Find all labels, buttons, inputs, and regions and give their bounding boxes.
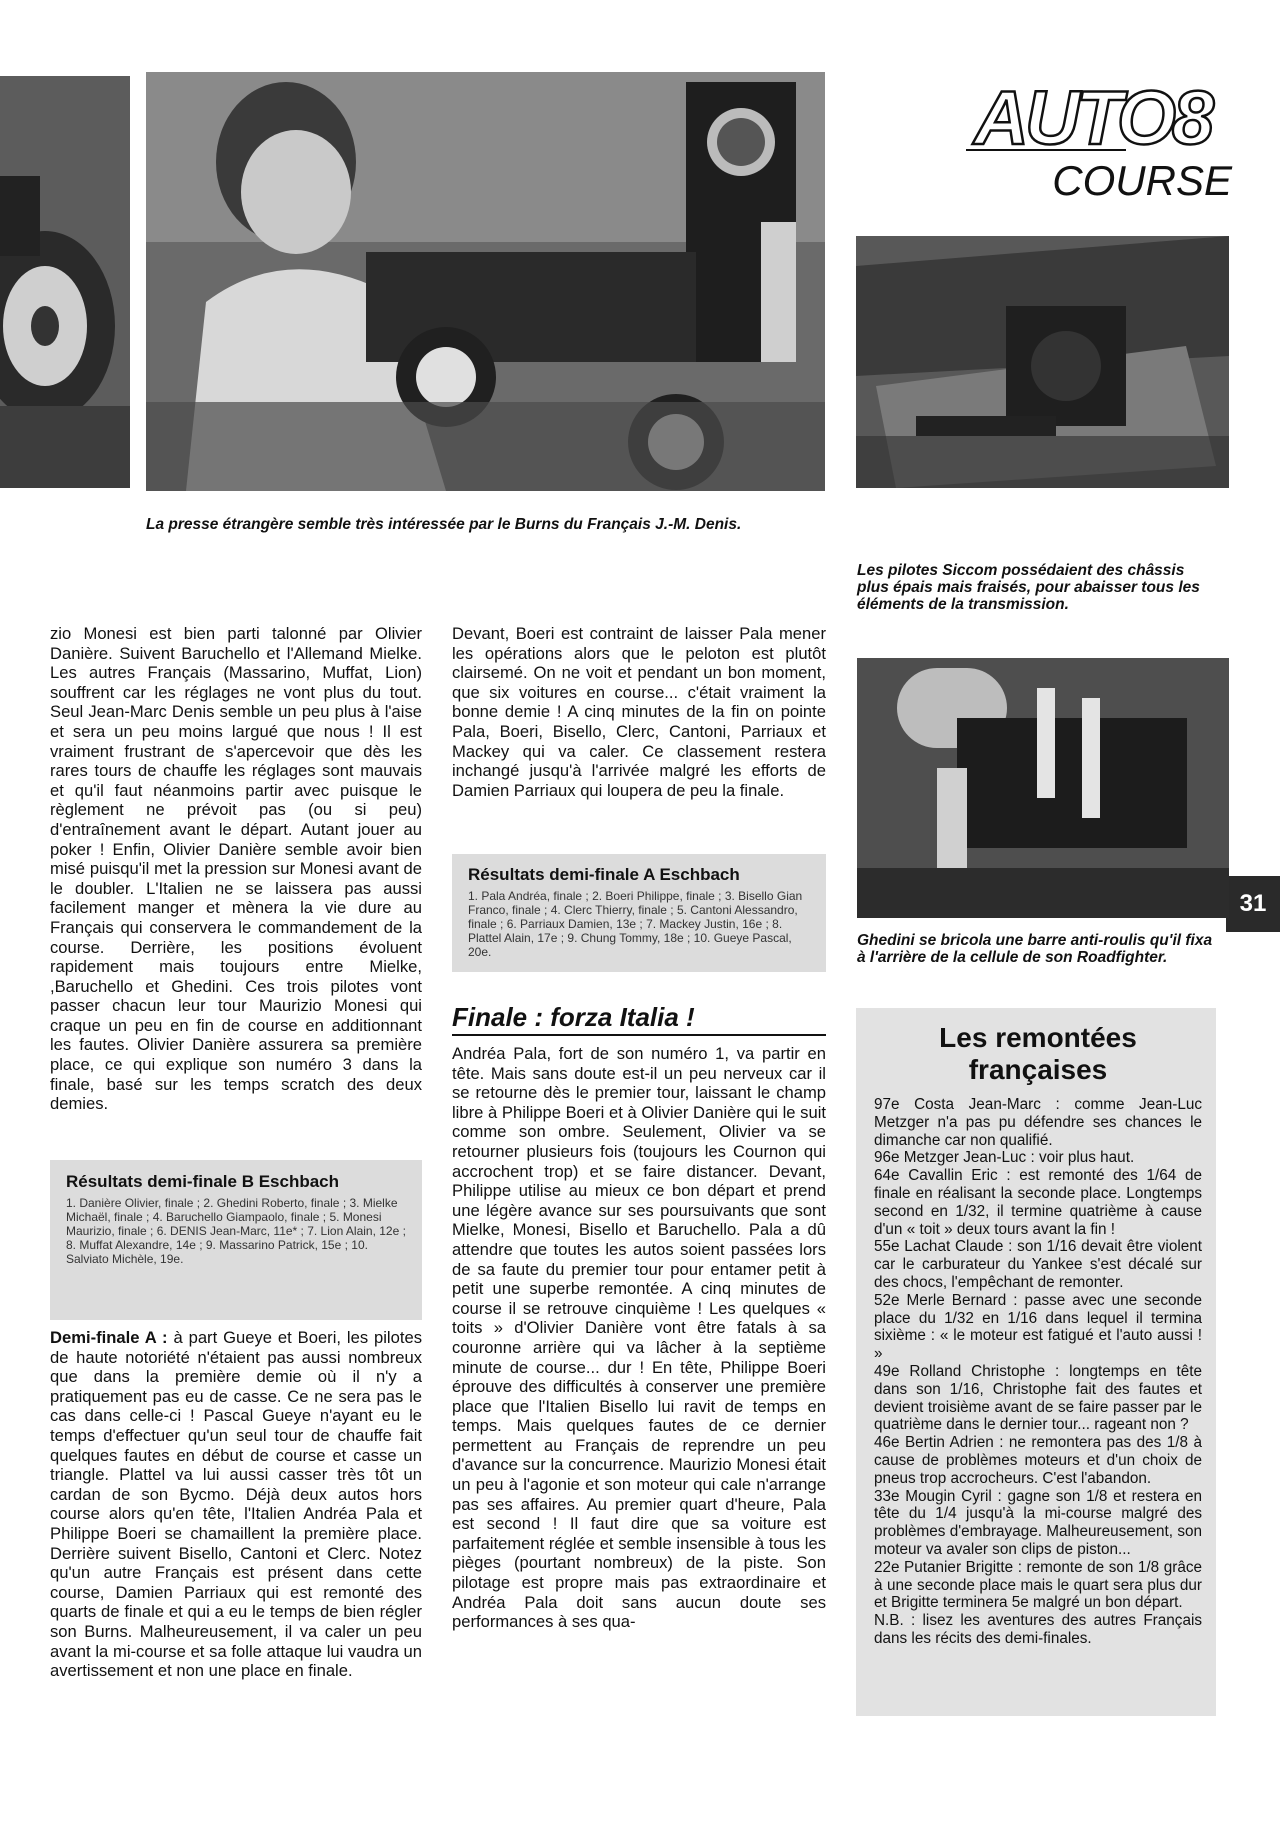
- finale-heading-rule: [452, 1034, 826, 1036]
- sidebar-entry: 33e Mougin Cyril : gagne son 1/8 et restera en tête du 1/4 jusqu'à la mi-course malgré des problèmes d'embrayage. Malheureusement, son moteur va avaler son clips de piston...: [874, 1487, 1202, 1558]
- sidebar-entry: 49e Rolland Christophe : longtemps en tête dans son 1/16, Christophe fait des fautes et devient troisième avant de se faire passer par le quatrième dans le dernier tour... rageant non ?: [874, 1362, 1202, 1434]
- sidebar-entry: N.B. : lisez les aventures des autres Français dans les récits des demi-finales.: [874, 1612, 1202, 1647]
- sidebar-entry: 22e Putanier Brigitte : remonte de son 1/8 grâce à une seconde place mais le quart sera plus dur et Brigitte terminera 5e malgré un bon départ.: [874, 1558, 1202, 1612]
- page-number: 31: [1226, 876, 1280, 932]
- main-photo-caption: La presse étrangère semble très intéressée par le Burns du Français J.-M. Denis.: [146, 516, 742, 533]
- sidebar-entry: 97e Costa Jean-Marc : comme Jean-Luc Metzger n'a pas pu défendre ses chances le dimanche car non qualifié.: [874, 1096, 1202, 1149]
- magazine-logo: [966, 76, 1228, 156]
- right-top-photo-caption: Les pilotes Siccom possédaient des châssis plus épais mais fraisés, pour abaisser tous les éléments de la transmission.: [857, 562, 1200, 613]
- sidebar-entry: 46e Bertin Adrien : ne remontera pas des 1/8 à cause de problèmes moteurs et d'un choix de pneus trop accrocheurs. C'est l'abandon.: [874, 1434, 1202, 1487]
- results-semifinal-b-title: Résultats demi-finale B Eschbach: [66, 1172, 340, 1191]
- semifinal-a-text: à part Gueye et Boeri, les pilotes de haute notoriété n'étaient pas aussi nombreux que dans la première demie où il n'y a pratiquement pas eu de casse. Ce ne sera pas le cas dans celle-ci ! Pascal Gueye n'ayant eu le temps d'effectuer qu'un seul tour de chauffe fait quelques fautes en début de course et casse un triangle. Plattel va lui aussi casser très tôt un cardan de son Bycmo. Déjà deux autos hors course alors qu'en tête, l'Italien Andréa Pala et Philippe Boeri se chamaillent la première place. Derrière suivent Bisello, Cantoni et Clerc. Notez qu'un autre Français est présent dans cette course, Damien Parriaux qui est remonté des quarts de finale et qui a eu le temps de bien régler son Burns. Malheureusement, il va caler un peu avant la mi-course et sa folle attaque lui vaudra un avertissement et non une place en finale.: [50, 1328, 422, 1681]
- results-semifinal-b-list: 1. Danière Olivier, finale ; 2. Ghedini Roberto, finale ; 3. Mielke Michaël, finale ; 4. Baruchello Giampaolo, finale ; 5. Monesi Maurizio, finale ; 6. DENIS Jean-Marc, 11e* ; 7. Lion Alain, 12e ; 8. Muffat Alexandre, 14e ; 9. Massarino Patrick, 15e ; 10. Salviato Michèle, 19e.: [66, 1196, 406, 1266]
- right-mid-photo-caption: Ghedini se bricola une barre anti-roulis qu'il fixa à l'arrière de la cellule de son Roadfighter.: [857, 932, 1213, 966]
- finale-column: [452, 1044, 826, 1632]
- results-semifinal-b-box: [50, 1160, 422, 1320]
- finale-paragraph: Andréa Pala, fort de son numéro 1, va partir en tête. Mais sans doute est-il un peu nerveux car il se retourne dès le premier tour, laissant le champ libre à Philippe Boeri et à Olivier Danière qui le suit comme son ombre. Seulement, Olivier va se retourner plusieurs fois (toujours les Cournon qui accrochent trop) et se faire distancer. Devant, Philippe utilise au mieux ce bon départ et prend une légère avance sur ses poursuivants que sont Mielke, Monesi, Bisello et Baruchello. Pala a dû attendre que toutes les autos soient passées lors de sa faute du premier tour pour entamer petit à petit une superbe remontée. A cinq minutes de course il se retrouve cinquième ! Les quelques « toits » d'Olivier Danière vont être fatals à sa couronne arrière qui va lâcher à la septième minute de course... dur ! En tête, Philippe Boeri éprouve des difficultés à conserver une première place que l'Italien Bisello lui ravit de temps en temps. Mais quelques fautes de ce dernier permettent au Français de reprendre un peu d'avance sur la concurrence. Maurizio Monesi était un peu à l'agonie et son moteur qui cale n'arrange pas ses affaires. Au premier quart d'heure, Pala est second ! Il faut dire que sa voiture est parfaitement réglée et semble insensible à tous les pièges (pourtant nombreux) de la piste. Son pilotage est propre mais pas extraordinaire et Andréa Pala doit sans aucun doute ses performances à ses qua-: [452, 1044, 826, 1632]
- sidebar-entry: 64e Cavallin Eric : est remonté des 1/64 de finale en réalisant la seconde place. Longtemps second en 1/32, il termine quatrième à cause d'un « toit » deux tours avant la fin !: [874, 1167, 1202, 1238]
- right-mid-photo: [857, 658, 1229, 918]
- main-photo: [146, 72, 825, 491]
- left-edge-photo: [0, 76, 130, 488]
- section-label: COURSE: [1052, 157, 1232, 204]
- article-paragraph: Devant, Boeri est contraint de laisser Pala mener les opérations alors que le peloton est plutôt clairsemé. On ne voit et pendant un bon moment, que six voitures en course... c'était vraiment la bonne demie ! A cinq minutes de la fin on pointe Pala, Boeri, Bisello, Clerc, Cantoni, Parriaux et Mackey qui va caler. Ce classement restera inchangé jusqu'à l'arrivée malgré les efforts de Damien Parriaux qui loupera de peu la finale.: [452, 624, 826, 800]
- semifinal-a-label: Demi-finale A :: [50, 1328, 168, 1347]
- right-top-photo: [856, 236, 1229, 488]
- semifinal-a-paragraph: [50, 1328, 422, 1681]
- sidebar-title-line-1: Les remontées: [939, 1022, 1137, 1053]
- svg-text:AUTO8: AUTO8: [974, 76, 1211, 156]
- french-results-sidebar: [856, 1008, 1216, 1716]
- sidebar-entry: 52e Merle Bernard : passe avec une seconde place du 1/32 en 1/16 dans lequel il termina sixième : « le moteur est fatigué et l'auto aussi ! »: [874, 1291, 1202, 1363]
- article-paragraph: zio Monesi est bien parti talonné par Olivier Danière. Suivent Baruchello et l'Allemand Mielke. Les autres Français (Massarino, Muffat, Lion) souffrent car les réglages ne vont plus du tout. Seul Jean-Marc Denis semble un peu plus à l'aise et sera un peu moins largué que nous ! Il est vraiment frustrant de s'apercevoir que dès les rares tours de chauffe les réglages sont mauvais et qu'il faut néanmoins partir avec puisque le règlement ne prévoit pas (ou si peu) d'entraînement avant le départ. Autant jouer au poker ! Enfin, Olivier Danière semble avoir bien misé puisqu'il met la pression sur Monesi avant de le doubler. L'Italien ne se laissera pas aussi facilement manger et mènera la vie dure au Français qui conservera le commandement de la course. Derrière, les positions évoluent rapidement mais toujours entre Mielke, ,Baruchello et Ghedini. Ces trois pilotes vont passer chacun leur tour Maurizio Monesi qui craque un peu en fin de course en additionnant les fautes. Olivier Danière assurera sa première place, ce qui explique son numéro 3 dans la finale, basé sur les temps scratch des deux demies.: [50, 624, 422, 1114]
- article-column-1: [50, 624, 422, 1114]
- results-semifinal-a-list: 1. Pala Andréa, finale ; 2. Boeri Philippe, finale ; 3. Bisello Gian Franco, finale ; 4. Clerc Thierry, finale ; 5. Cantoni Alessandro, finale ; 6. Parriaux Damien, 13e ; 7. Mackey Justin, 16e ; 8. Plattel Alain, 17e ; 9. Chung Tommy, 18e ; 10. Gueye Pascal, 20e.: [468, 889, 803, 959]
- sidebar-entry: 96e Metzger Jean-Luc : voir plus haut.: [874, 1149, 1135, 1167]
- sidebar-title-line-2: françaises: [968, 1054, 1108, 1085]
- results-semifinal-a-title: Résultats demi-finale A Eschbach: [468, 865, 740, 884]
- article-column-1-continued: [50, 1328, 422, 1681]
- finale-heading: Finale : forza Italia !: [452, 1002, 695, 1032]
- sidebar-entry: 55e Lachat Claude : son 1/16 devait être violent car le carburateur du Yankee s'est décalé sur des chocs, l'empêchant de remonter.: [874, 1238, 1202, 1291]
- article-column-2: [452, 624, 826, 800]
- results-semifinal-a-box: [452, 854, 826, 972]
